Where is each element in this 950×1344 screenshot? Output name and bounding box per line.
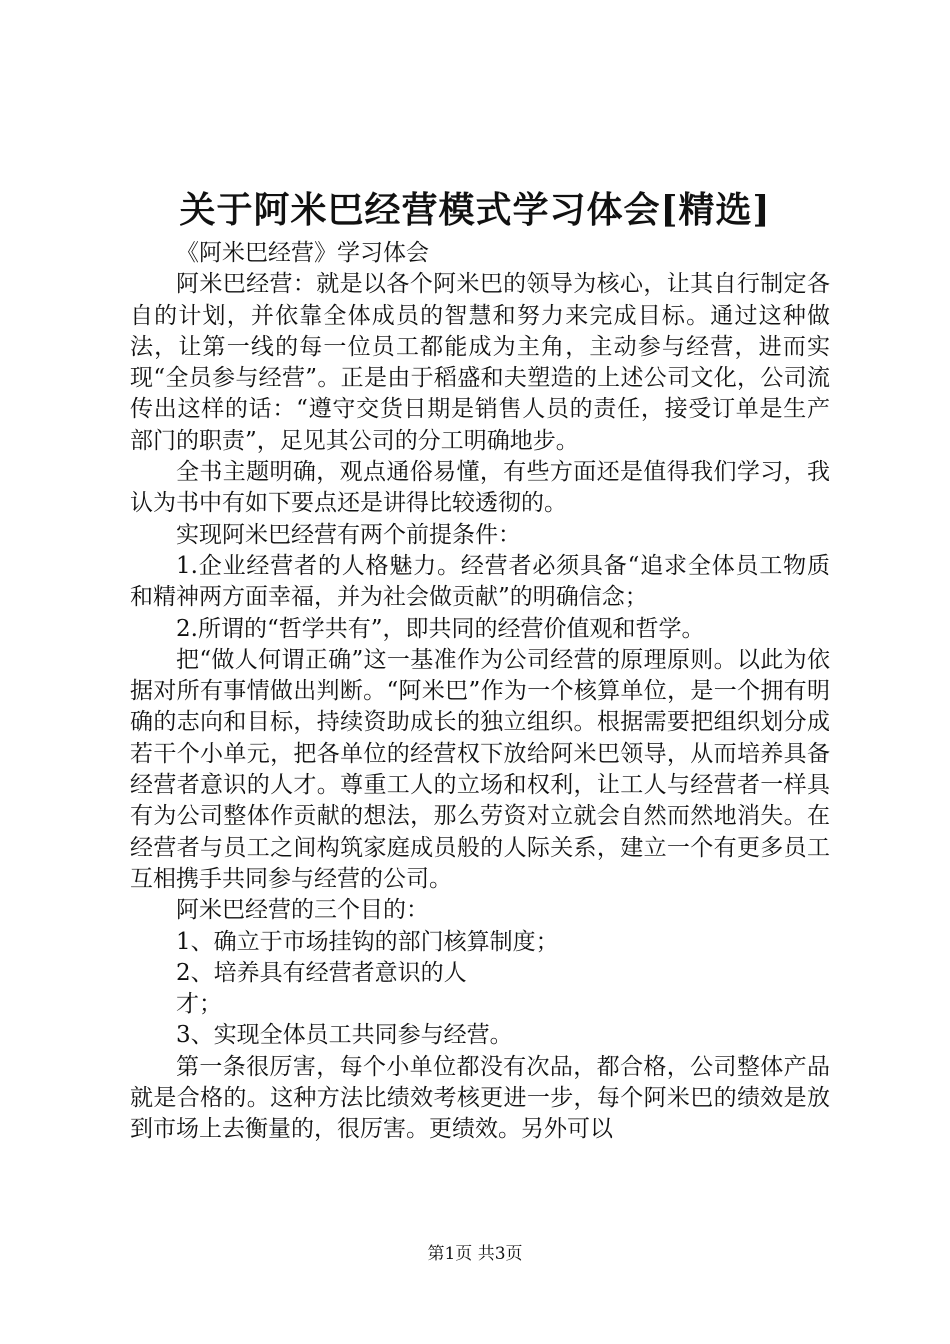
list-item-continuation: 才； — [176, 991, 222, 1018]
list-item: 2、培养具有经营者意识的人 — [176, 959, 467, 986]
document-title: 关于阿米巴经营模式学习体会[精选] — [179, 189, 771, 231]
body-paragraph: 《阿米巴经营》学习体会 — [176, 240, 429, 266]
body-paragraph: 全书主题明确，观点通俗易懂，有些方面还是值得我们学习，我认为书中有如下要点还是讲得比较透彻的。 — [130, 459, 830, 517]
body-paragraph: 阿米巴经营的三个目的： — [176, 897, 429, 924]
document-body — [130, 238, 830, 1146]
body-paragraph: 2.所谓的“哲学共有”，即共同的经营价值观和哲学。 — [176, 615, 705, 642]
body-paragraph: 实现阿米巴经营有两个前提条件： — [176, 521, 521, 548]
body-paragraph: 阿米巴经营：就是以各个阿米巴的领导为核心，让其自行制定各自的计划，并依靠全体成员的智慧和努力来完成目标。通过这种做法，让第一线的每一位员工都能成为主角，主动参与经营，进而实现“全员参与经营”。正是由于稻盛和夫塑造的上述公司文化，公司流传出这样的话：“遵守交货日期是销售人员的责任，接受订单是生产部门的职责”，足见其公司的分工明确地步。 — [130, 271, 830, 454]
body-paragraph: 第一条很厉害，每个小单位都没有次品，都合格，公司整体产品就是合格的。这种方法比绩效考核更进一步，每个阿米巴的绩效是放到市场上去衡量的，很厉害。更绩效。另外可以 — [130, 1053, 830, 1143]
body-paragraph: 把“做人何谓正确”这一基准作为公司经营的原理原则。以此为依据对所有事情做出判断。“阿米巴”作为一个核算单位，是一个拥有明确的志向和目标，持续资助成长的独立组织。根据需要把组织划分成若干个小单元，把各单位的经营权下放给阿米巴领导，从而培养具备经营者意识的人才。尊重工人的立场和权利，让工人与经营者一样具有为公司整体作贡献的想法，那么劳资对立就会自然而然地消失。在经营者与员工之间构筑家庭成员般的人际关系，建立一个有更多员工互相携手共同参与经营的公司。 — [130, 646, 830, 892]
page-footer: 第1页 共3页 — [427, 1244, 523, 1264]
body-paragraph: 1.企业经营者的人格魅力。经营者必须具备“追求全体员工物质和精神两方面幸福，并为社会做贡献”的明确信念； — [130, 552, 830, 611]
list-item: 1、确立于市场挂钩的部门核算制度； — [176, 928, 559, 955]
list-item: 3、实现全体员工共同参与经营。 — [176, 1022, 513, 1049]
